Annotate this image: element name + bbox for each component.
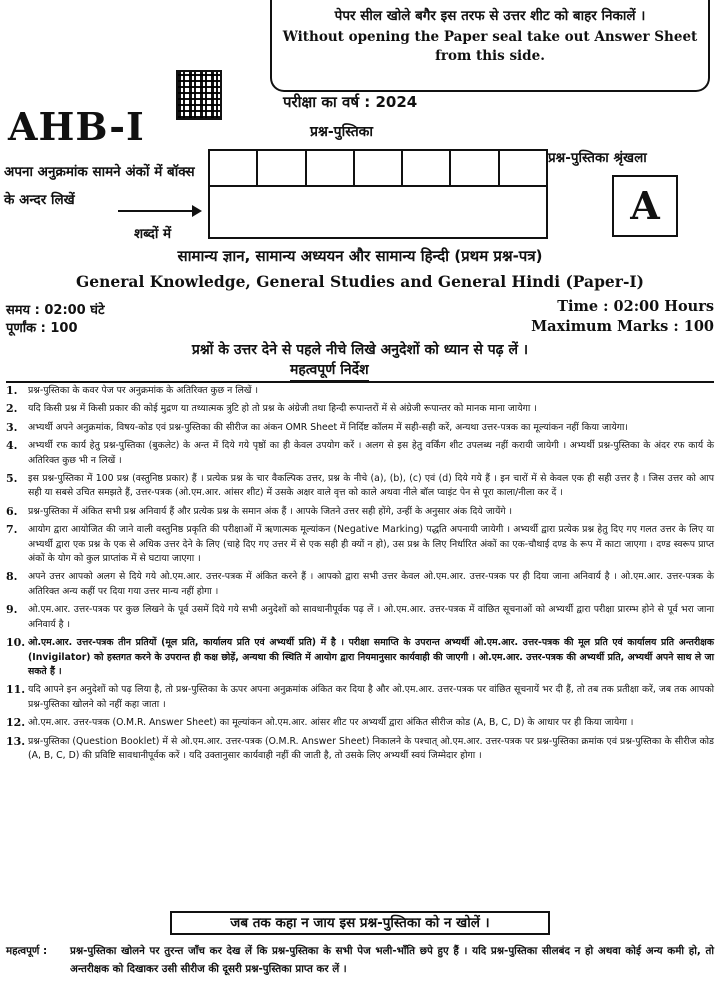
seal-notice-english: Without opening the Paper seal take out Answer Sheet from this side. [282, 29, 698, 64]
instruction-item [6, 636, 714, 679]
instruction-text: अभ्यर्थी अपने अनुक्रमांक, विषय-कोड एवं प्रश्न-पुस्तिका की सीरीज का अंकन OMR Sheet में निर्दिष्ट कॉलम में सही-सही करें, अन्यथा उत्तर-पत्रक का मूल्यांकन नहीं किया जायेगा। [28, 421, 628, 433]
roll-digit-box[interactable] [500, 151, 546, 185]
roll-digit-box[interactable] [403, 151, 451, 185]
instruction-item [6, 570, 714, 599]
roll-digit-box[interactable] [210, 151, 258, 185]
instruction-item [6, 523, 714, 566]
instruction-text: यदि किसी प्रश्न में किसी प्रकार की कोई मुद्रण या तथ्यात्मक त्रुटि हो तो प्रश्न के अंग्रेजी तथा हिन्दी रूपान्तरों में से अंग्रेजी रूपान्तर को मानक माना जायेगा । [28, 403, 537, 415]
instruction-item [6, 505, 714, 519]
instruction-number: 13. [6, 734, 26, 748]
instruction-number: 6. [6, 504, 18, 518]
roll-number-digit-boxes[interactable] [208, 149, 548, 187]
read-instructions-note: प्रश्नों के उत्तर देने से पहले नीचे लिखे अनुदेशों को ध्यान से पढ़ लें । [191, 342, 529, 358]
instruction-number: 3. [6, 420, 18, 434]
instruction-number: 5. [6, 472, 18, 486]
time-hindi: समय : 02:00 घंटे [6, 303, 105, 318]
instruction-item [6, 402, 714, 416]
marks-english: Maximum Marks : 100 [531, 318, 714, 335]
roll-number-words-box[interactable] [208, 187, 548, 239]
roll-digit-box[interactable] [355, 151, 403, 185]
roll-number-label: अपना अनुक्रमांक सामने अंकों में बॉक्स के अन्दर लिखें [4, 164, 195, 208]
instruction-number: 12. [6, 716, 26, 730]
instruction-number: 11. [6, 683, 26, 697]
instruction-item [6, 683, 714, 712]
arrow-right-icon [192, 205, 202, 217]
time-english: Time : 02:00 Hours [557, 298, 714, 315]
do-not-open-notice: जब तक कहा न जाय इस प्रश्न-पुस्तिका को न खोलें । [170, 911, 550, 935]
instruction-item [6, 472, 714, 501]
instruction-text: इस प्रश्न-पुस्तिका में 100 प्रश्न (वस्तुनिष्ठ प्रकार) हैं । प्रत्येक प्रश्न के चार वैकल्पिक उत्तर, प्रश्न के नीचे (a), (b), (c) एवं (d) दिये गये हैं । इन चारों में से केवल एक ही सही उत्तर है । जिस उत्तर को आप सही या सबसे उचित समझते हैं, उत्तर-पत्रक (ओ.एम.आर. आंसर शीट) में उसके अक्षर वाले वृत्त को काले अथवा नीले बॉल प्वाइंट पेन से पूरा काला/नीला कर दें । [28, 473, 714, 499]
instruction-text: प्रश्न-पुस्तिका में अंकित सभी प्रश्न अनिवार्य हैं और प्रत्येक प्रश्न के समान अंक हैं । आपके जितने उत्तर सही होंगे, उन्हीं के अनुसार अंक दिये जायेंगे । [28, 505, 513, 517]
paper-title-hindi: सामान्य ज्ञान, सामान्य अध्ययन और सामान्य हिन्दी (प्रथम प्रश्न-पत्र) [177, 247, 543, 265]
qr-code [176, 70, 222, 120]
roll-digit-box[interactable] [258, 151, 306, 185]
instruction-item [6, 735, 714, 764]
instruction-item [6, 603, 714, 632]
booklet-label: प्रश्न-पुस्तिका [310, 124, 374, 140]
important-text: प्रश्न-पुस्तिका खोलने पर तुरन्त जाँच कर देख लें कि प्रश्न-पुस्तिका के सभी पेज भली-भाँति छपे हुए हैं । यदि प्रश्न-पुस्तिका सीलबंद न हो अथवा कोई अन्य कमी हो, तो अन्तरीक्षक को दिखाकर उसी सीरीज की दूसरी प्रश्न-पुस्तिका प्राप्त कर लें । [70, 945, 714, 975]
instruction-item [6, 716, 714, 730]
instruction-text: प्रश्न-पुस्तिका के कवर पेज पर अनुक्रमांक के अतिरिक्त कुछ न लिखें । [28, 385, 258, 396]
exam-year: परीक्षा का वर्ष : 2024 [283, 93, 418, 111]
seal-notice-box [270, 0, 710, 92]
instruction-number: 4. [6, 439, 18, 453]
instruction-text: प्रश्न-पुस्तिका (Question Booklet) में से ओ.एम.आर. उत्तर-पत्रक (O.M.R. Answer Sheet) निकालने के पश्चात् ओ.एम.आर. उत्तर-पत्रक पर प्रश्न-पुस्तिका क्रमांक एवं प्रश्न-पुस्तिका के सीरीज कोड (A, B, C, D) की प्रविष्टि सावधानीपूर्वक करें । यदि उक्तानुसार कार्यवाही नहीं की जाती है, तो उसके लिए अभ्यर्थी स्वयं जिम्मेदार होगा । [28, 735, 714, 761]
instruction-text: ओ.एम.आर. उत्तर-पत्रक (O.M.R. Answer Sheet) का मूल्यांकन ओ.एम.आर. आंसर शीट पर अभ्यर्थी द्वारा अंकित सीरीज कोड (A, B, C, D) के आधार पर ही किया जायेगा । [28, 717, 634, 729]
paper-title-english: General Knowledge, General Studies and General Hindi (Paper-I) [76, 272, 644, 291]
instruction-text: अपने उत्तर आपको अलग से दिये गये ओ.एम.आर. उत्तर-पत्रक में अंकित करने हैं । आपको द्वारा सभी उत्तर केवल ओ.एम.आर. उत्तर-पत्रक पर ही दिया जाना अनिवार्य है । ओ.एम.आर. उत्तर-पत्रक के अतिरिक्त अन्य कहीं पर दिया गया उत्तर मान्य नहीं होगा । [28, 571, 714, 597]
instruction-text: अभ्यर्थी रफ कार्य हेतु प्रश्न-पुस्तिका (बुकलेट) के अन्त में दिये गये पृष्ठों का ही केवल उपयोग करें । अलग से इस हेतु वर्किंग शीट उपलब्ध नहीं करायी जायेगी । अभ्यर्थी प्रश्न-पुस्तिका के अंदर रफ कार्य के अतिरिक्त कुछ भी न लिखें । [28, 440, 714, 466]
important-footer [6, 942, 714, 978]
instruction-text: ओ.एम.आर. उत्तर-पत्रक तीन प्रतियों (मूल प्रति, कार्यालय प्रति एवं अभ्यर्थी प्रति) में है । परीक्षा समाप्ति के उपरान्त अभ्यर्थी ओ.एम.आर. उत्तर-पत्रक की मूल प्रति एवं कार्यालय प्रति अन्तरीक्षक (Invigilator) को हस्तगत करने के उपरान्त ही कक्ष छोड़ें, अन्यथा की स्थिति में आयोग द्वारा नियमानुसार कार्यवाही की जाएगी । ओ.एम.आर. उत्तर-पत्रक की अभ्यर्थी प्रति, अभ्यर्थी अपने साथ ले जा सकते हैं । [28, 637, 714, 677]
marks-hindi: पूर्णांक : 100 [6, 321, 78, 336]
instruction-item [6, 384, 714, 398]
roll-digit-box[interactable] [451, 151, 499, 185]
instruction-item [6, 439, 714, 468]
instruction-number: 10. [6, 636, 26, 650]
seal-notice-hindi: पेपर सील खोले बगैर इस तरफ से उत्तर शीट को बाहर निकालें । [334, 8, 646, 24]
roll-digit-box[interactable] [307, 151, 355, 185]
arrow-line [118, 210, 200, 212]
roll-number-words-label: शब्दों में [134, 226, 172, 242]
instruction-number: 1. [6, 384, 18, 397]
series-label: प्रश्न-पुस्तिका श्रृंखला [548, 150, 647, 166]
instruction-text: ओ.एम.आर. उत्तर-पत्रक पर कुछ लिखने के पूर्व उसमें दिये गये सभी अनुदेशों को सावधानीपूर्वक पढ़ लें । ओ.एम.आर. उत्तर-पत्रक में वांछित सूचनाओं को अभ्यर्थी द्वारा परीक्षा प्रारम्भ होने से पूर्व भरा जाना अनिवार्य है । [28, 604, 715, 630]
instructions-list [6, 384, 714, 767]
instruction-item [6, 421, 714, 435]
instruction-text: यदि आपने इन अनुदेशों को पढ़ लिया है, तो प्रश्न-पुस्तिका के ऊपर अपना अनुक्रमांक अंकित कर दिया है और ओ.एम.आर. उत्तर-पत्रक पर वांछित सूचनायें भर दी हैं, तो तब तक प्रतीक्षा करें, जब तक आपको प्रश्न-पुस्तिका खोलने को नहीं कहा जाता । [28, 684, 714, 710]
booklet-code: AHB-I [8, 104, 145, 149]
instruction-text: आयोग द्वारा आयोजित की जाने वाली वस्तुनिष्ठ प्रकृति की परीक्षाओं में ऋणात्मक मूल्यांकन (Negative Marking) पद्धति अपनायी जायेगी । अभ्यर्थी द्वारा प्रत्येक प्रश्न हेतु दिए गए गलत उत्तर के लिए या अभ्यर्थी द्वारा एक प्रश्न के एक से अधिक उत्तर देने के लिए (चाहे दिए गए उत्तर में से एक सही ही क्यों न हो), उस प्रश्न के लिए निर्धारित अंकों का एक-चौथाई दण्ड के रूप में काटा जाएगा । दण्ड स्वरूप प्राप्त अंकों के योग को कुल प्राप्तांक में से घटाया जाएगा । [28, 524, 714, 565]
instruction-number: 2. [6, 402, 18, 416]
divider [6, 381, 714, 383]
instruction-number: 8. [6, 570, 18, 584]
instruction-number: 9. [6, 603, 18, 617]
series-value: A [612, 175, 678, 237]
instruction-number: 7. [6, 523, 18, 537]
instructions-heading: महत्वपूर्ण निर्देश [290, 360, 369, 381]
important-label: महत्वपूर्ण : [6, 945, 48, 957]
